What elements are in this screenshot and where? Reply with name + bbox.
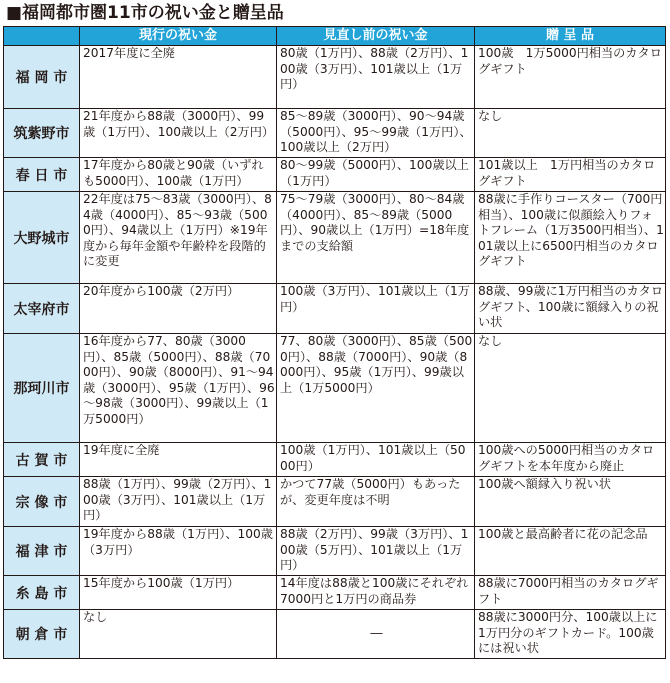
header-city [4,27,80,46]
current-amount: 17年度から80歳と90歳（いずれも5000円）、100歳（1万円） [80,158,277,192]
previous-amount: 100歳（3万円）、101歳以上（1万円） [277,284,475,334]
city-name: 那珂川市 [4,334,80,443]
gift: 88歳に7000円相当のカタログギフト [475,576,666,610]
previous-amount: 80～99歳（5000円）、100歳以上（1万円） [277,158,475,192]
previous-amount: かつて77歳（5000円）もあったが、変更年度は不明 [277,477,475,527]
previous-amount: 77、80歳（3000円）、85歳（5000円）、88歳（7000円）、90歳（8000円）、95歳（1万円）、99歳以上（1万5000円） [277,334,475,443]
city-name: 大野城市 [4,192,80,284]
current-amount: 19年度から88歳（1万円）、100歳（3万円） [80,527,277,576]
previous-amount: 88歳（2万円）、99歳（3万円）、100歳（5万円）、101歳以上（1万円） [277,527,475,576]
gift: 88歳に3000円分、100歳以上に1万円分のギフトカード。100歳には祝い状 [475,610,666,659]
current-amount: 19年度に全廃 [80,443,277,477]
page-title: ■福岡都市圏11市の祝い金と贈呈品 [6,3,284,23]
city-name: 古 賀 市 [4,443,80,477]
table-row [4,284,666,334]
previous-amount: 100歳（1万円）、101歳以上（5000円） [277,443,475,477]
table-row [4,610,666,659]
table-row [4,158,666,192]
city-name: 春 日 市 [4,158,80,192]
gift: 100歳への5000円相当のカタログギフトを本年度から廃止 [475,443,666,477]
previous-amount: 14年度は88歳と100歳にそれぞれ7000円と1万円の商品券 [277,576,475,610]
gift: 88歳に手作りコースター（700円相当）、100歳に似顔絵入りフォトフレーム（1万3500円相当）、101歳以上に6500円相当のカタログギフト [475,192,666,284]
gift: 100歳と最高齢者に花の記念品 [475,527,666,576]
current-amount: 15年度から100歳（1万円） [80,576,277,610]
table-row [4,46,666,109]
previous-amount: 85～89歳（3000円）、90～94歳（5000円）、95～99歳（1万円）、100歳以上（2万円） [277,109,475,158]
subsidy-table [3,26,666,659]
current-amount: 22年度は75～83歳（3000円）、84歳（4000円）、85～93歳（5000円）、94歳以上（1万円）※19年度から毎年金額や年齢枠を段階的に変更 [80,192,277,284]
city-name: 福 岡 市 [4,46,80,109]
previous-amount: 80歳（1万円）、88歳（2万円）、100歳（3万円）、101歳以上（1万円） [277,46,475,109]
header-row [4,27,666,46]
gift: 100歳へ額縁入り祝い状 [475,477,666,527]
city-name: 福 津 市 [4,527,80,576]
current-amount: 21年度から88歳（3000円）、99歳（1万円）、100歳以上（2万円） [80,109,277,158]
table-row [4,334,666,443]
header-before: 見直し前の祝い金 [277,27,475,46]
header-current: 現行の祝い金 [80,27,277,46]
city-name: 太宰府市 [4,284,80,334]
gift: なし [475,109,666,158]
table-row [4,477,666,527]
table-row [4,576,666,610]
gift: なし [475,334,666,443]
current-amount: 20年度から100歳（2万円） [80,284,277,334]
city-name: 筑紫野市 [4,109,80,158]
previous-amount: ― [277,610,475,659]
table-row [4,443,666,477]
table-row [4,109,666,158]
city-name: 糸 島 市 [4,576,80,610]
table-row [4,527,666,576]
gift: 100歳 1万5000円相当のカタログギフト [475,46,666,109]
current-amount: 88歳（1万円）、99歳（2万円）、100歳（3万円）、101歳以上（1万円） [80,477,277,527]
table-row [4,192,666,284]
gift: 101歳以上 1万円相当のカタログギフト [475,158,666,192]
previous-amount: 75～79歳（3000円）、80～84歳（4000円）、85～89歳（5000円）、90歳以上（1万円）=18年度までの支給額 [277,192,475,284]
city-name: 朝 倉 市 [4,610,80,659]
current-amount: 2017年度に全廃 [80,46,277,109]
header-gift: 贈 呈 品 [475,27,666,46]
city-name: 宗 像 市 [4,477,80,527]
gift: 88歳、99歳に1万円相当のカタログギフト、100歳に額縁入りの祝い状 [475,284,666,334]
current-amount: なし [80,610,277,659]
current-amount: 16年度から77、80歳（3000円）、85歳（5000円）、88歳（7000円）、90歳（8000円）、91～94歳（3000円）、95歳（1万円）、96～98歳（3000円）、99歳以上（1万5000円） [80,334,277,443]
